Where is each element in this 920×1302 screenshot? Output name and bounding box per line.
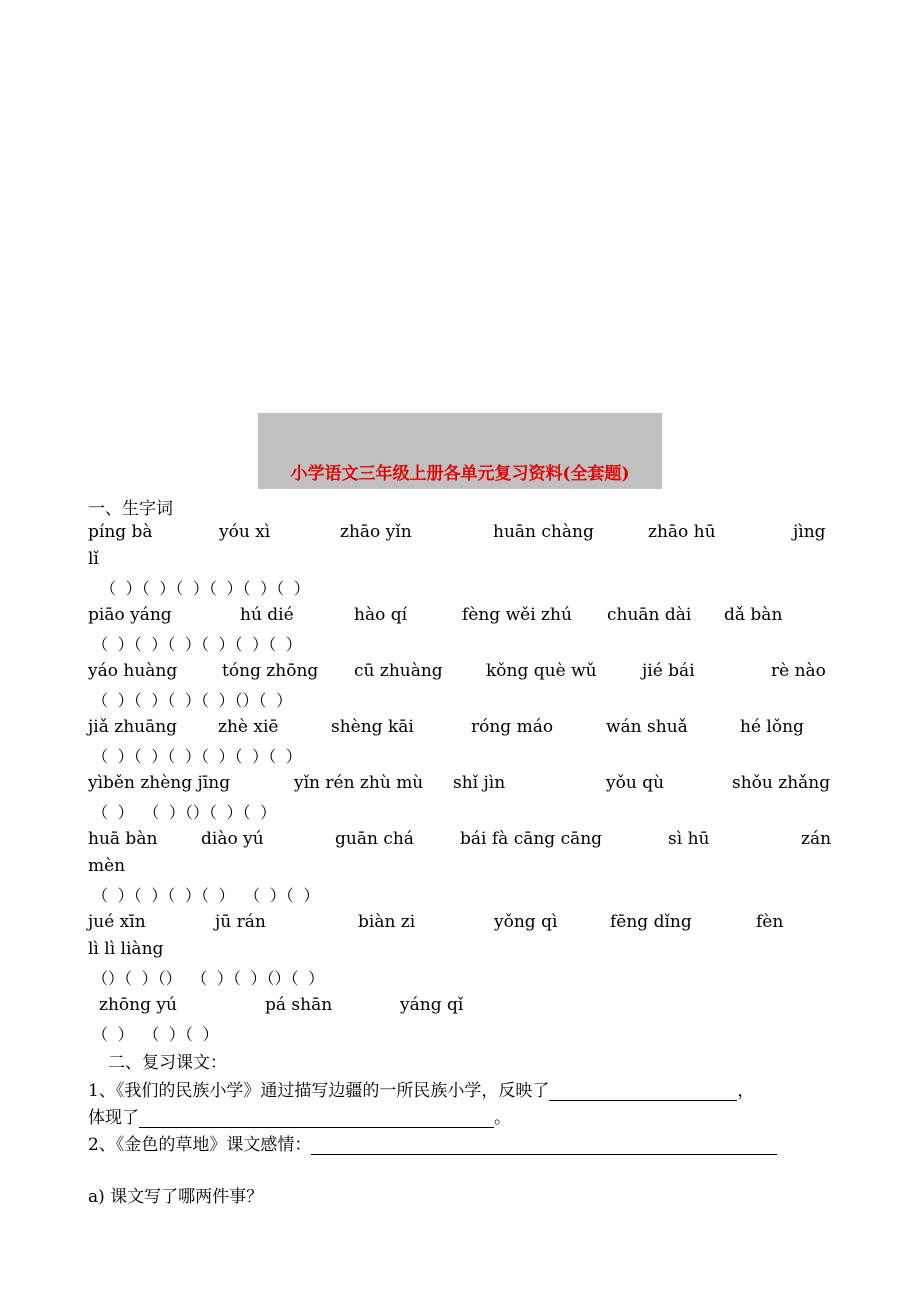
period: 。 — [494, 1108, 511, 1128]
pinyin-word: jū rán — [215, 912, 266, 932]
pinyin-word: hào qí — [354, 605, 408, 625]
pinyin-word: yǒu qù — [606, 773, 665, 793]
answer-blanks: （）（ ）（） （ ）（ ）（）（ ） — [92, 969, 325, 988]
pinyin-row — [88, 912, 848, 938]
pinyin-word: piāo yáng — [88, 605, 172, 625]
pinyin-row — [88, 661, 848, 687]
pinyin-word: jìng — [793, 522, 826, 542]
pinyin-word: biàn zi — [358, 912, 416, 932]
pinyin-row — [88, 995, 848, 1021]
answer-blanks: （ ） （ ）（）（ ）（ ） — [92, 803, 277, 822]
pinyin-row-wrap — [88, 939, 848, 965]
section-heading-vocabulary: 一、生字词 — [88, 499, 173, 519]
pinyin-row — [88, 522, 848, 548]
pinyin-word: zhè xiē — [218, 717, 279, 737]
answer-blanks: （ ）（ ）（ ）（ ）（ ）（ ） — [100, 579, 310, 598]
pinyin-row — [88, 605, 848, 631]
answer-blanks: （ ）（ ）（ ）（ ）（ ）（ ） — [92, 747, 302, 766]
pinyin-word: lǐ — [88, 549, 99, 569]
pinyin-word: lì lì liàng — [88, 939, 164, 959]
pinyin-word: hú dié — [240, 605, 294, 625]
pinyin-word: hé lǒng — [740, 717, 804, 737]
pinyin-word: mèn — [88, 856, 126, 876]
pinyin-word: yǐn rén zhù mù — [294, 773, 424, 793]
pinyin-word: rè nào — [771, 661, 826, 681]
pinyin-word: zhōng yú — [99, 995, 177, 1015]
pinyin-word: jiǎ zhuāng — [88, 717, 178, 737]
pinyin-word: fēng dǐng — [610, 912, 692, 932]
pinyin-word: yáo huàng — [88, 661, 178, 681]
comma: ， — [737, 1081, 755, 1101]
answer-line[interactable] — [549, 1082, 737, 1101]
document-title: 小学语文三年级上册各单元复习资料(全套题) — [290, 464, 630, 484]
pinyin-word: kǒng què wǔ — [486, 661, 597, 681]
answer-blanks: （ ）（ ）（ ）（ ） （ ）（ ） — [92, 886, 320, 905]
pinyin-word: píng bà — [88, 522, 153, 542]
pinyin-word: zhāo yǐn — [340, 522, 412, 542]
pinyin-word: zhāo hū — [648, 522, 716, 542]
pinyin-word: shǒu zhǎng — [732, 773, 831, 793]
question-1 — [88, 1076, 754, 1101]
pinyin-word: huān chàng — [493, 522, 594, 542]
answer-blanks: （ ）（ ）（ ）（ ）（）（ ） — [92, 691, 293, 710]
title-banner — [258, 413, 662, 489]
pinyin-word: wán shuǎ — [606, 717, 688, 737]
pinyin-row — [88, 717, 848, 743]
pinyin-word: pá shān — [265, 995, 333, 1015]
question-2 — [88, 1130, 777, 1155]
pinyin-word: bái fà cāng cāng — [460, 829, 603, 849]
pinyin-word: cū zhuàng — [354, 661, 443, 681]
pinyin-word: yáng qǐ — [400, 995, 464, 1015]
pinyin-word: tóng zhōng — [222, 661, 319, 681]
answer-line[interactable] — [139, 1109, 494, 1128]
pinyin-word: sì hū — [668, 829, 710, 849]
answer-line[interactable] — [311, 1136, 777, 1155]
pinyin-row-wrap — [88, 856, 848, 882]
pinyin-word: fèng wěi zhú — [462, 605, 572, 625]
pinyin-word: huā bàn — [88, 829, 158, 849]
pinyin-word: yǒng qì — [494, 912, 558, 932]
answer-blanks: （ ） （ ）（ ） — [92, 1025, 219, 1044]
question-1-text: 1、《我们的民族小学》通过描写边疆的一所民族小学，反映了 — [88, 1081, 550, 1101]
question-1-text-2: 体现了 — [88, 1108, 139, 1128]
answer-blanks: （ ）（ ）（ ）（ ）（ ）（ ） — [92, 635, 302, 654]
pinyin-word: róng máo — [471, 717, 554, 737]
pinyin-word: zán — [801, 829, 832, 849]
pinyin-row — [88, 773, 848, 799]
pinyin-word: diào yú — [201, 829, 264, 849]
pinyin-word: shǐ jìn — [453, 773, 506, 793]
pinyin-word: chuān dài — [607, 605, 692, 625]
question-2a: a) 课文写了哪两件事？ — [88, 1187, 264, 1207]
pinyin-row — [88, 829, 848, 855]
pinyin-word: jué xīn — [88, 912, 146, 932]
pinyin-word: jié bái — [642, 661, 695, 681]
section-heading-review: 二、复习课文： — [108, 1053, 227, 1073]
question-2-text: 2、《金色的草地》课文感情： — [88, 1135, 312, 1155]
pinyin-word: guān chá — [335, 829, 414, 849]
pinyin-word: fèn — [756, 912, 784, 932]
pinyin-row-wrap — [88, 549, 848, 575]
pinyin-word: yìběn zhèng jīng — [88, 773, 231, 793]
pinyin-word: dǎ bàn — [724, 605, 783, 625]
pinyin-word: yóu xì — [219, 522, 271, 542]
pinyin-word: shèng kāi — [331, 717, 414, 737]
question-1-continued — [88, 1103, 511, 1128]
